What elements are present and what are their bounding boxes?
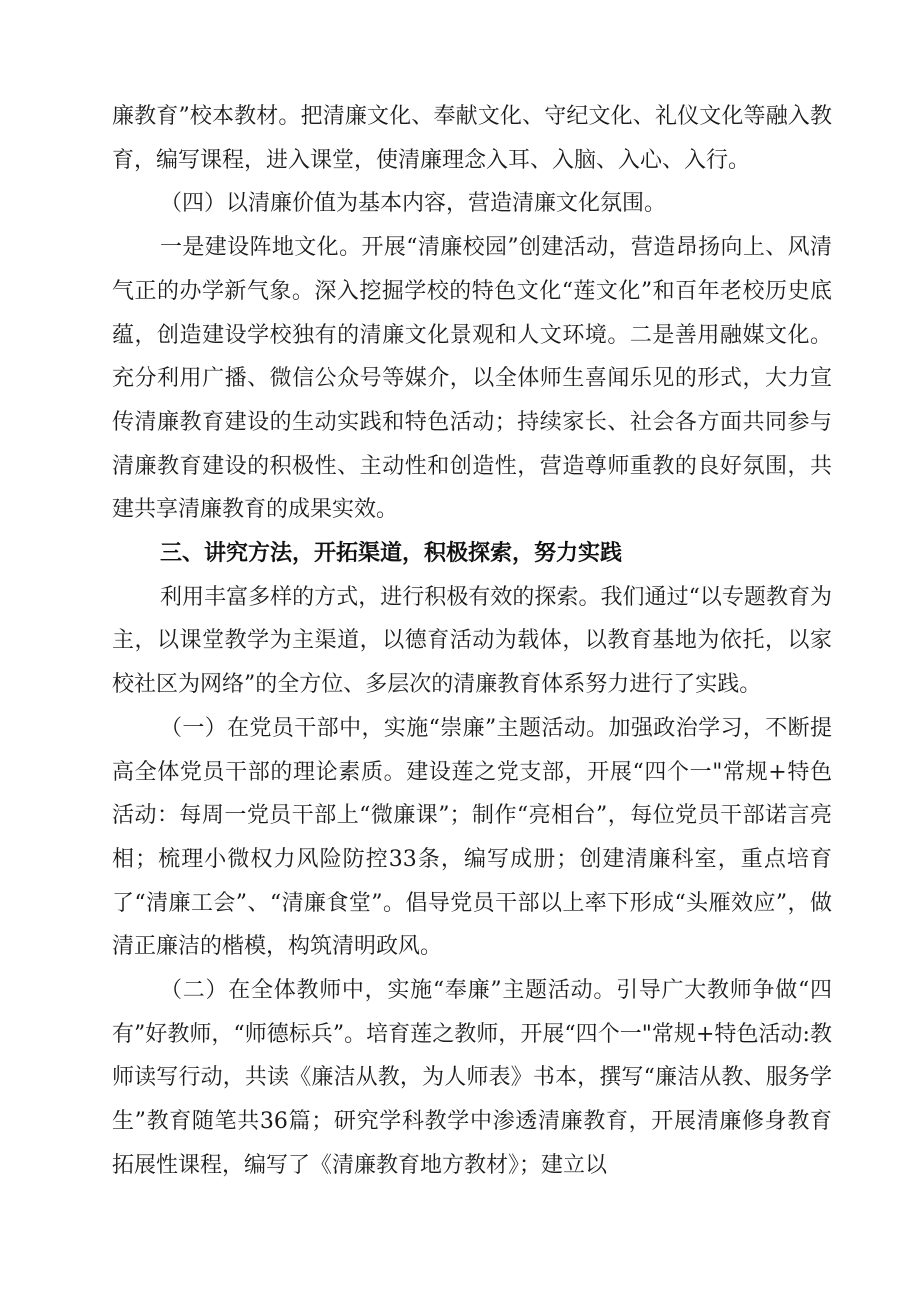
body-paragraph: （一）在党员干部中，实施“崇廉”主题活动。加强政治学习，不断提高全体党员干部的理论素质。建设莲之党支部，开展“四个一"常规+特色活动：每周一党员干部上“微廉课”；制作“亮相台”，每位党员干部诺言亮相；梳理小微权力风险防控33条，编写成册；创建清廉科室，重点培育了“清廉工会”、“清廉食堂”。倡导党员干部以上率下形成“头雁效应”，做清正廉洁的楷模，构筑清明政风。 <box>112 715 832 960</box>
body-paragraph: 一是建设阵地文化。开展“清廉校园”创建活动，营造昂扬向上、风清气正的办学新气象。深入挖掘学校的特色文化“莲文化”和百年老校历史底蕴，创造建设学校独有的清廉文化景观和人文环境。二是善用融媒文化。充分利用广播、微信公众号等媒介，以全体师生喜闻乐见的形式，大力宣传清廉教育建设的生动实践和特色活动；持续家长、社会各方面共同参与清廉教育建设的积极性、主动性和创造性，营造尊师重教的良好氛围，共建共享清廉教育的成果实效。 <box>112 235 832 523</box>
body-paragraph: 廉教育”校本教材。把清廉文化、奉献文化、守纪文化、礼仪文化等融入教育，编写课程，进入课堂，使清廉理念入耳、入脑、入心、入行。 <box>112 104 832 173</box>
body-paragraph: 利用丰富多样的方式，进行积极有效的探索。我们通过“以专题教育为主，以课堂教学为主渠道，以德育活动为载体，以教育基地为依托，以家校社区为网络”的全方位、多层次的清廉教育体系努力进行了实践。 <box>112 584 832 698</box>
section-heading: 三、讲究方法，开拓渠道，积极探索，努力实践 <box>160 541 623 567</box>
body-paragraph: （四）以清廉价值为基本内容，营造清廉文化氛围。 <box>160 191 667 217</box>
document-body <box>112 95 832 1188</box>
body-paragraph: （二）在全体教师中，实施“奉廉”主题活动。引导广大教师争做“四有”好教师，“师德标兵”。培育莲之教师，开展“四个一"常规+特色活动:教师读写行动，共读《廉洁从教，为人师表》书本，撰写“廉洁从教、服务学生”教育随笔共36篇；研究学科教学中渗透清廉教育，开展清廉修身教育拓展性课程，编写了《清廉教育地方教材》；建立以 <box>112 978 832 1178</box>
